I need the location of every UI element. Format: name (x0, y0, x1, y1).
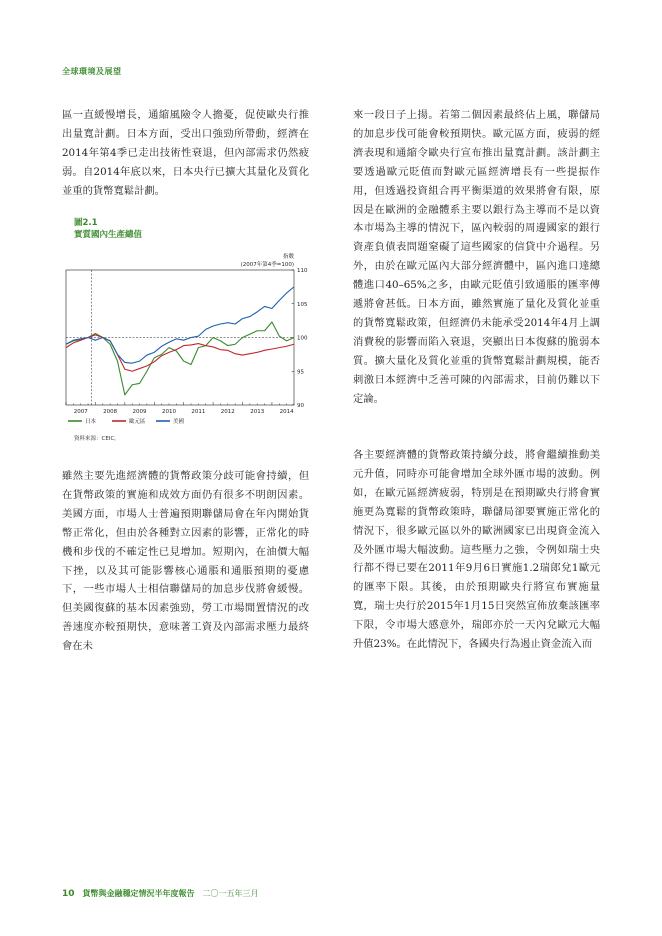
body-paragraph: 區一直緩慢增長，通縮風險令人擔憂，促使歐央行推出量寬計劃。日本方面，受出口強勁所帶動，經濟在2014年第4季已走出技術性衰退，但內部需求仍然疲弱。自2014年底以來，日本央行已擴大其量化及質化並重的貨幣寬鬆計劃。 (62, 109, 309, 197)
x-tick-label: 2010 (161, 409, 176, 415)
y-tick-label: 105 (297, 301, 308, 308)
legend-label-2: 美國 (173, 419, 185, 425)
x-tick-label: 2011 (191, 409, 206, 415)
page-footer (62, 888, 259, 899)
series-line-0 (66, 322, 294, 395)
y-tick-label: 90 (297, 403, 304, 409)
x-tick-label: 2007 (73, 409, 88, 415)
legend-label-0: 日本 (85, 419, 97, 425)
y-unit-label: 指數 (282, 254, 294, 260)
x-tick-label: 2008 (103, 409, 118, 415)
right-column-top (353, 106, 600, 409)
section-header: 全球環境及展望 (62, 67, 122, 76)
figure-title: 實質國內生產總值 (74, 230, 143, 240)
plot-area (66, 268, 308, 425)
x-tick-label: 2014 (279, 409, 294, 415)
body-paragraph: 雖然主要先進經濟體的貨幣政策分歧可能會持續，但在貨幣政策的實施和成效方面仍有很多不明朗因素。美國方面，市場人士普遍預期聯儲局會在年內開始貨幣正常化，但由於各種對立因素的影響，正常化的時機和步伐的不確定性已見增加。短期內，在油價大幅下挫，以及其可能影響核心通脹和通脹預期的憂慮下，一些市場人士相信聯儲局的加息步伐將會緩慢。但美國復蘇的基本因素強勁，勞工市場閒置情況的改善速度亦較預期快，意味著工資及內部需求壓力最終會在未 (62, 470, 309, 653)
right-column-bottom (353, 446, 600, 654)
body-paragraph: 各主要經濟體的貨幣政策持續分歧，將會繼續推動美元升值，同時亦可能會增加全球外匯市場的波動。例如，在歐元區經濟疲弱，特別是在預期歐央行將會實施更為寬鬆的貨幣政策時，聯儲局卻要實施正常化的情況下，很多歐元區以外的歐洲國家已出現資金流入及外匯市場大幅波動。這些壓力之強，令例如瑞士央行都不得已要在2011年9月6日實施1.2瑞郎兌1歐元的匯率下限。其後，由於預期歐央行將宣布實施量寬，瑞士央行於2015年1月15日突然宣佈放棄該匯率下限，令市場大感意外，瑞郎亦於一天內兌歐元大幅升值23%。在此情況下，各國央行為遏止資金流入而 (353, 449, 600, 651)
y-unit-label-sub: (2007年第4季=100) (240, 262, 294, 268)
x-tick-label: 2009 (132, 409, 147, 415)
series-line-1 (66, 335, 294, 371)
page-number: 10 (62, 889, 75, 899)
figure-number: 圖2.1 (74, 218, 98, 228)
figure-source: 資料來源：CEIC。 (74, 436, 120, 442)
y-tick-label: 110 (297, 268, 308, 274)
x-tick-label: 2012 (220, 409, 235, 415)
gdp-line-chart (60, 249, 310, 434)
y-tick-label: 95 (297, 369, 304, 376)
publication-date: 二〇一五年三月 (202, 889, 259, 898)
y-tick-label: 100 (297, 335, 308, 342)
legend-label-1: 歐元區 (129, 419, 146, 425)
body-paragraph: 來一段日子上揚。若第二個因素最終佔上風，聯儲局的加息步伐可能會較預期快。歐元區方面，疲弱的經濟表現和通縮令歐央行宣布推出量寬計劃。該計劃主要透過歐元貶值而對歐元區經濟增長有一些提振作用，但透過投資組合再平衡渠道的效果將會有限，原因是在歐洲的金融體系主要以銀行為主導而不是以資本市場為主導的情況下，區內較弱的周邊國家的銀行資產負債表問題窒礙了這些國家的信貸中介過程。另外，由於在歐元區內大部分經濟體中，區內進口達總體進口40–65%之多，由歐元貶值引致通脹的匯率傳遞將會甚低。日本方面，雖然實施了量化及質化並重的貨幣寬鬆政策，但經濟仍未能承受2014年4月上調消費稅的影響而陷入衰退，突顯出日本復蘇的脆弱本質。擴大量化及質化並重的貨幣寬鬆計劃規模，能否刺激日本經濟中乏善可陳的內部需求，目前仍難以下定論。 (353, 109, 600, 405)
left-column-top (62, 106, 309, 201)
left-column-bottom (62, 467, 309, 656)
publication-title: 貨幣與金融穩定情況半年度報告 (82, 889, 195, 898)
x-tick-label: 2013 (250, 409, 265, 415)
